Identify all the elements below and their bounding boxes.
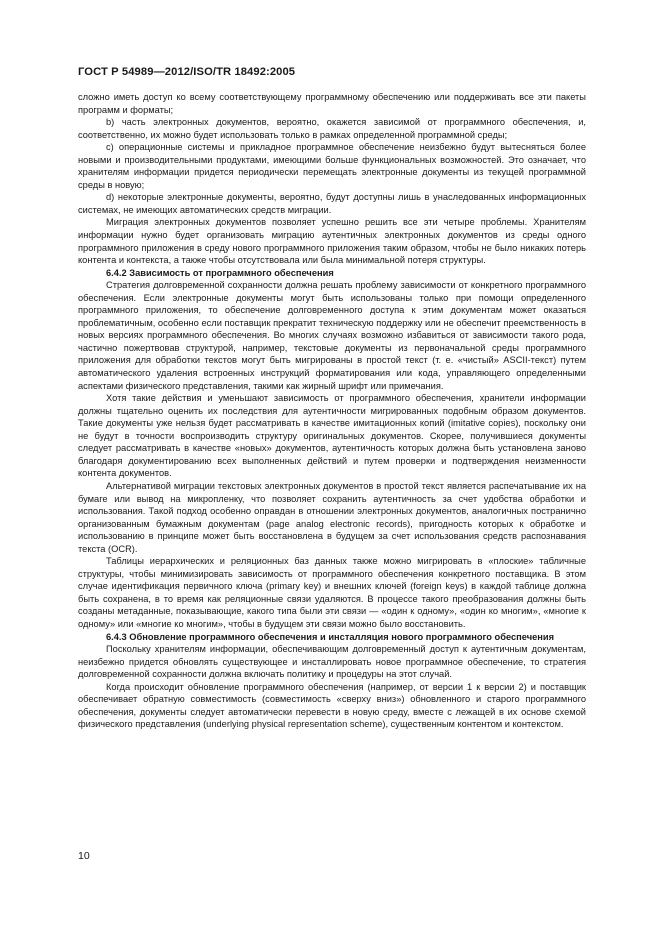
document-body (78, 91, 586, 731)
paragraph: Миграция электронных документов позволяет успешно решить все эти четыре проблемы. Хранителям информации нужно будет организовать миграцию аутентичных электронных документов из среды одного программного приложения в среду нового программного приложения таким образом, чтобы не было никаких потерь контента и контекста, а также чтобы отсутствовала или была минимальной потеря структуры. (78, 217, 586, 266)
list-item-b: b) часть электронных документов, вероятно, окажется зависимой от программного обеспечения, и, соответственно, их можно будет использовать только в рамках определенной программной среды; (78, 117, 586, 140)
section-heading-6-4-2: 6.4.2 Зависимость от программного обеспечения (106, 267, 334, 278)
paragraph: Поскольку хранителям информации, обеспечивающим долговременный доступ к аутентичным документам, неизбежно придется обновлять существующее и инсталлировать новое программное обеспечение, то стратегия долговременной сохранности должна включать политику и процедуры на этот случай. (78, 644, 586, 680)
list-item-d: d) некоторые электронные документы, вероятно, будут доступны лишь в унаследованных информационных системах, не имеющих автоматических средств миграции. (78, 192, 586, 215)
document-header: ГОСТ Р 54989—2012/ISO/TR 18492:2005 (78, 66, 296, 78)
paragraph: Альтернативой миграции текстовых электронных документов в простой текст является распечатывание их на бумаге или вывод на микропленку, что позволяет сохранить аутентичность за счет удобства обработки и использования. Такой подход особенно оправдан в отношении электронных документов, аналогичных постранично организованным бумажным документам (page analog electronic records), пригодность которых к обработке и использованию в принципе может быть восстановлена в будущем за счет использования средств распознавания текста (OCR). (78, 480, 586, 554)
paragraph: Когда происходит обновление программного обеспечения (например, от версии 1 к версии 2) и поставщик обеспечивает обратную совместимость (совместимость «сверху вниз») обновленного и старого программного обеспечения, документы следует автоматически перевести в новую среду, вместе с лежащей в их основе схемой физического представления (underlying physical representation scheme), существенным контентом и контекстом. (78, 681, 586, 730)
section-heading-6-4-3: 6.4.3 Обновление программного обеспечения и инсталляция нового программного обеспечения (106, 631, 555, 642)
paragraph: Таблицы иерархических и реляционных баз данных также можно мигрировать в «плоские» табличные структуры, чтобы минимизировать зависимость от программного обеспечения конкретного поставщика. В этом случае идентификация первичного ключа (primary key) и внешних ключей (foreign keys) в каждой таблице должна быть сохранена, в то время как реляционные связи удаляются. В процессе такого преобразования должны быть созданы метаданные, показывающие, какого типа были эти связи — «один к одному», «один ко многим», «многие к одному» или «многие ко многим», чтобы в будущем эти связи можно было восстановить. (78, 556, 586, 629)
paragraph: сложно иметь доступ ко всему соответствующему программному обеспечению или поддерживать все эти пакеты программ и форматы; (78, 92, 586, 115)
page-number: 10 (78, 850, 90, 862)
paragraph: Хотя такие действия и уменьшают зависимость от программного обеспечения, хранители информации должны тщательно оценить их последствия для аутентичности мигрированных подобным образом документов. Такие документы уже нельзя будет рассматривать в качестве имитационных копий (imitative copies), поскольку они не будут в точности воспроизводить структуру оригинальных документов. Скорее, получившиеся документы следует рассматривать в качестве «новых» документов, аутентичность которых должна быть установлена заново благодаря документированию всех выполненных действий и путем проверки и подтверждения неизменности контента документов. (78, 393, 586, 479)
paragraph: Стратегия долговременной сохранности должна решать проблему зависимости от конкретного программного обеспечения. Если электронные документы могут быть использованы только при помощи определенного программного приложения, то обеспечение долговременного доступа к этим документам может оказаться проблематичным, особенно если поставщик прекратит техническую поддержку или не обеспечит преемственность в новых версиях программного обеспечения. Во многих случаях возможно избавиться от зависимости такого рода, частично пожертвовав структурой, например, текстовые документы из первоначальной среды программного приложения для обработки текстов могут быть мигрированы в простой текст (т. е. «чистый» ASCII-текст) путем автоматического удаления встроенных инструкций форматирования или кода, управляющего определенными аспектами физического представления, такими как жирный шрифт или примечания. (78, 280, 586, 391)
list-item-c: c) операционные системы и прикладное программное обеспечение неизбежно будут вытесняться более новыми и производительными продуктами, имеющими больше функциональных возможностей. Это означает, что хранителям информации придется периодически перемещать электронные документы из текущей программной среды в новую; (78, 142, 586, 190)
